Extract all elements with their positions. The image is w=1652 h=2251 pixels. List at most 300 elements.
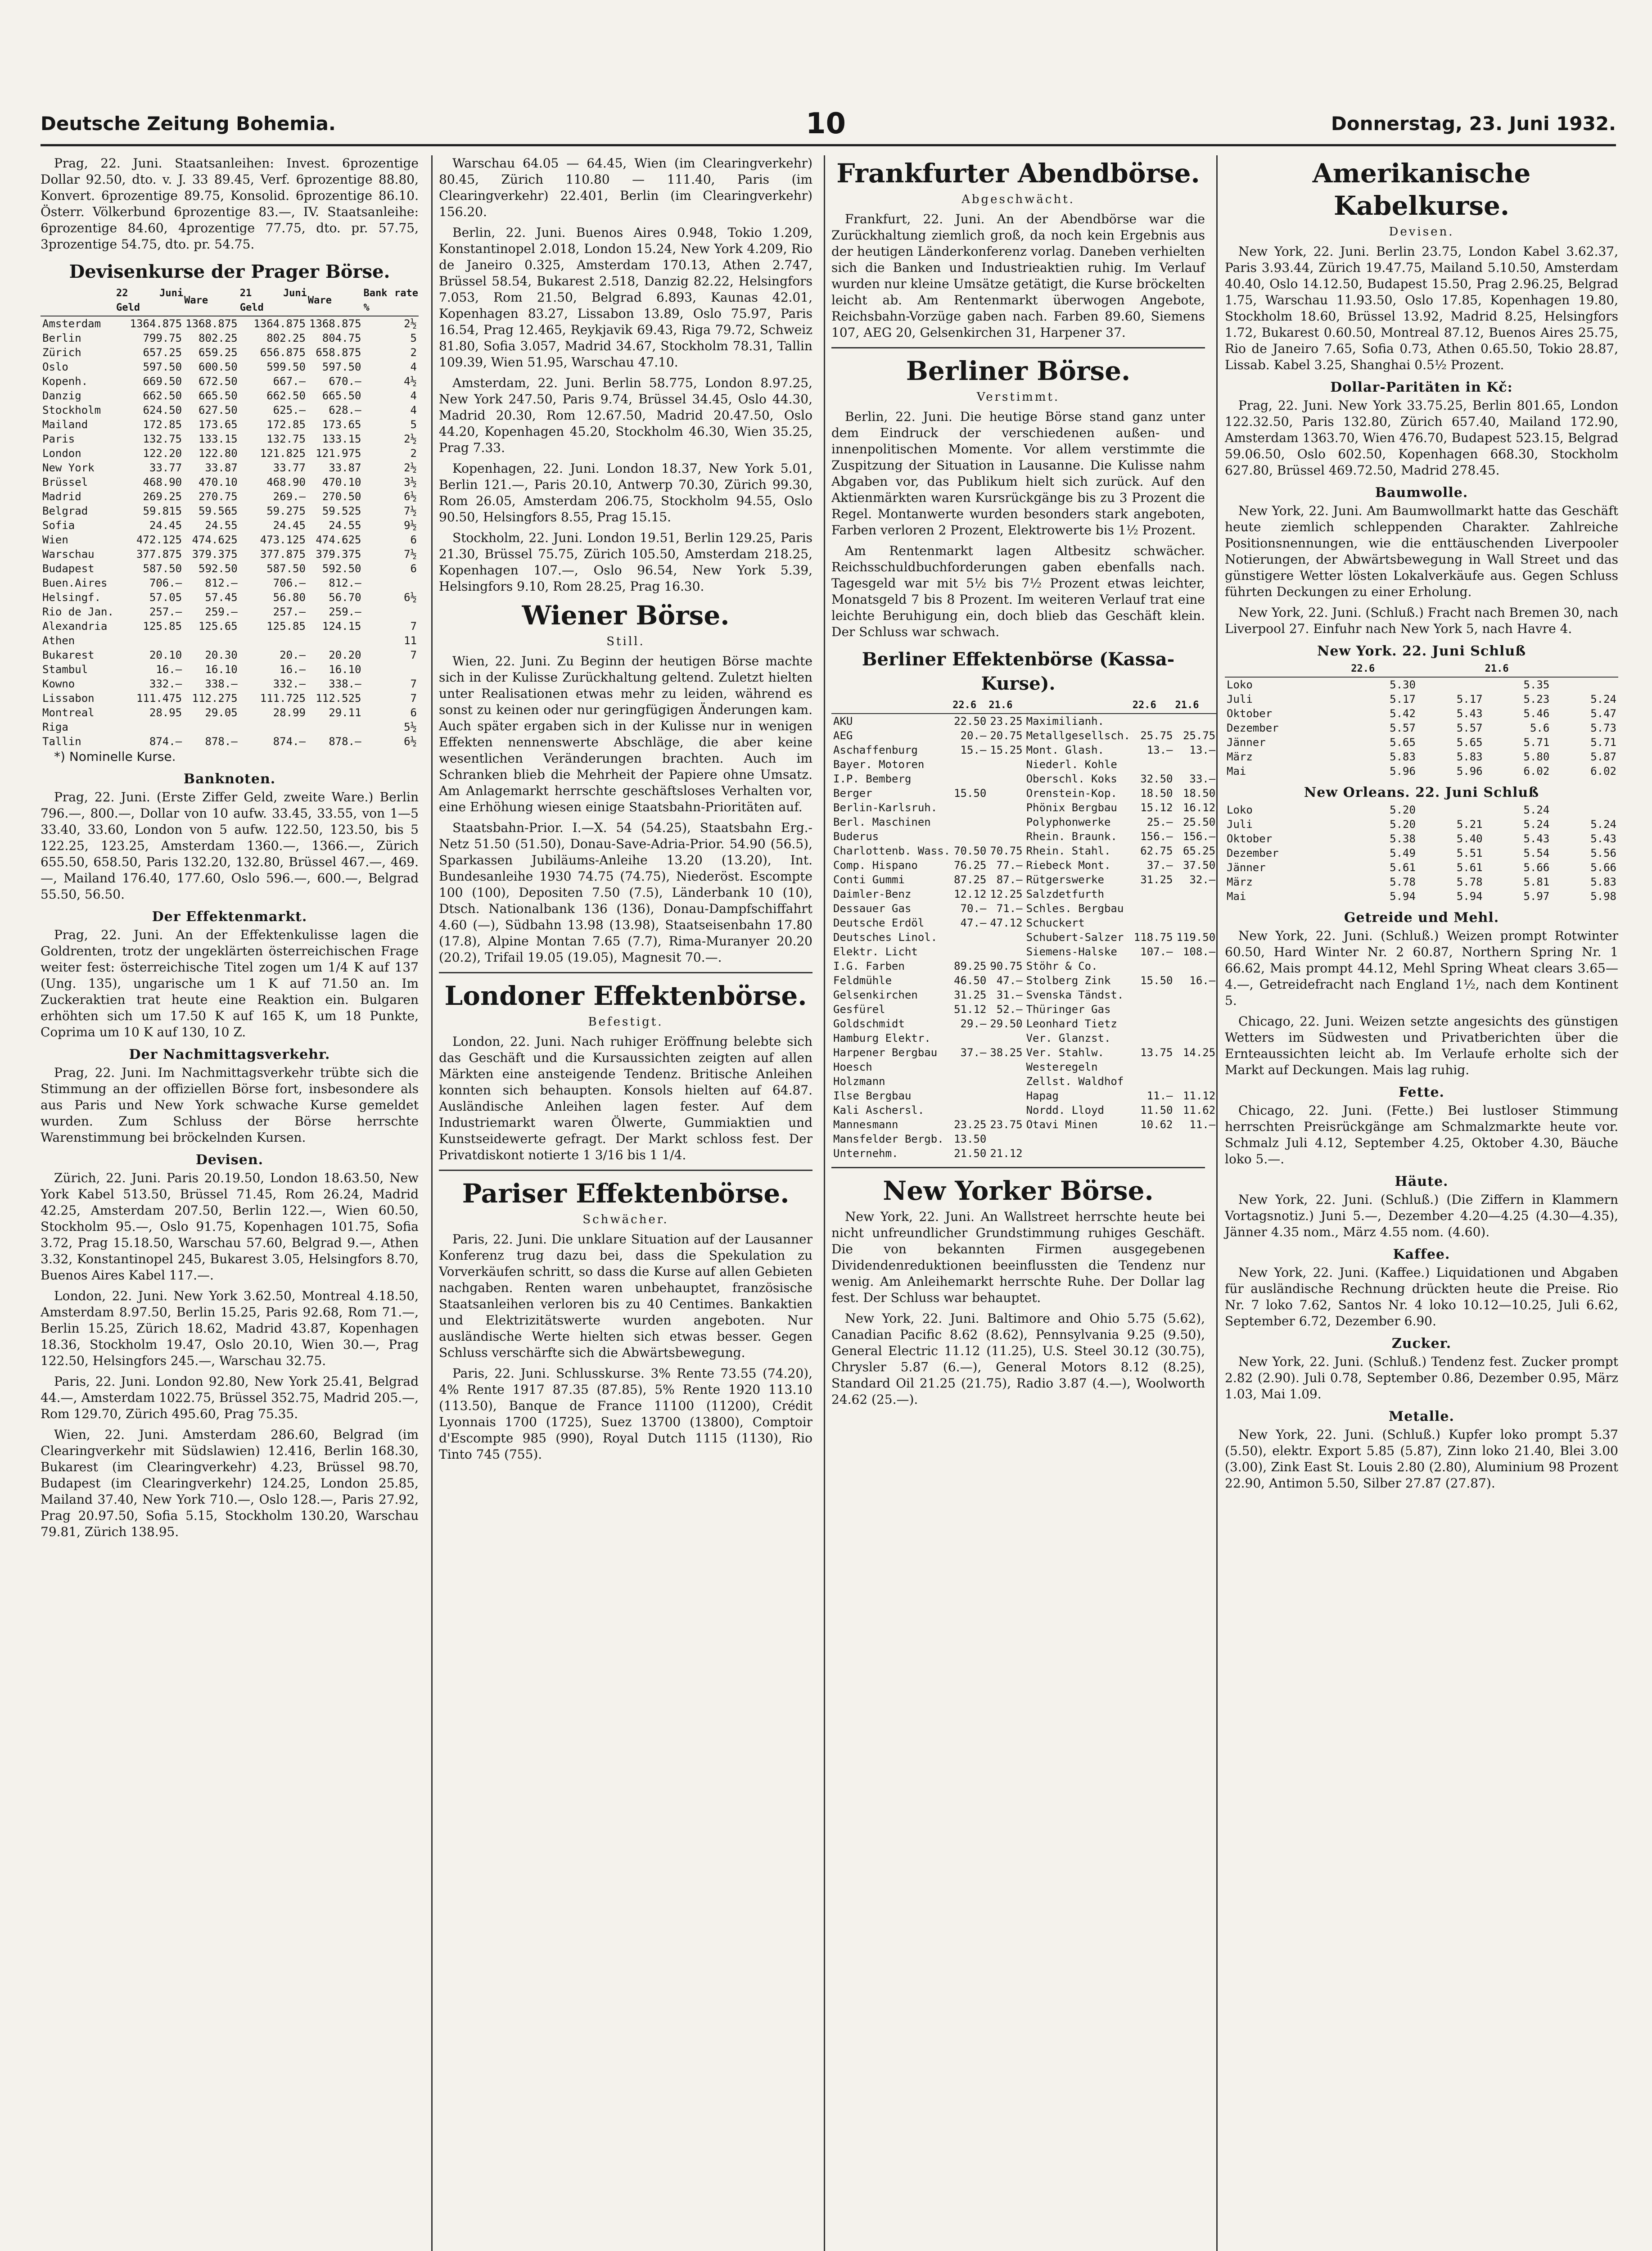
table-cell: März <box>1227 876 1253 888</box>
table-cell: 172.85 <box>143 418 182 431</box>
table-cell: Buderus <box>833 830 879 843</box>
table-cell: Rhein. Braunk. <box>1026 830 1117 843</box>
divider <box>439 1170 812 1171</box>
table-cell: Nordd. Lloyd <box>1026 1104 1104 1116</box>
prague-rates-heading: Devisenkurse der Prager Börse. <box>69 261 390 282</box>
column-header: 21.6 <box>988 698 1024 714</box>
column-header: 22.6 <box>952 698 988 714</box>
table-cell: 5.20 <box>1390 818 1416 831</box>
table-cell: 5.66 <box>1523 861 1550 874</box>
table-cell: 804.75 <box>322 332 361 344</box>
table-cell: 5.81 <box>1523 876 1550 888</box>
table-cell <box>1174 988 1217 1002</box>
vienna-kicker: Still. <box>606 635 645 648</box>
table-cell <box>1174 1031 1217 1045</box>
table-cell <box>1174 1146 1217 1161</box>
table-cell: Schubert-Salzer <box>1026 931 1124 944</box>
table-cell: 332.— <box>273 678 306 690</box>
table-cell: Stöhr & Co. <box>1026 960 1098 972</box>
devisen-kicker: Devisen. <box>1389 225 1454 239</box>
table-cell: Salzdetfurth <box>1026 888 1104 900</box>
table-cell: 5.24 <box>1590 818 1616 831</box>
table-cell: 5.65 <box>1390 736 1416 749</box>
table-row <box>831 1017 1217 1031</box>
table-cell: Ver. Stahlw. <box>1026 1046 1104 1059</box>
table-cell <box>184 633 239 648</box>
table-cell: Schles. Bergbau <box>1026 902 1124 915</box>
table-cell <box>1132 1031 1175 1045</box>
table-row <box>41 662 419 677</box>
paper-name: Deutsche Zeitung Bohemia. <box>41 113 336 135</box>
table-cell: 379.375 <box>192 548 238 560</box>
table-cell <box>988 1060 1024 1074</box>
table-cell: 2 <box>410 447 417 460</box>
table-cell: 2½ <box>404 461 417 474</box>
table-cell: 25.75 <box>1183 729 1216 742</box>
table-cell: Mailand <box>42 418 88 431</box>
table-cell: 5.17 <box>1390 693 1416 705</box>
table-cell <box>988 829 1024 844</box>
table-cell: 5.65 <box>1456 736 1483 749</box>
table-cell <box>1132 887 1175 901</box>
table-cell <box>307 720 363 734</box>
table-row <box>831 829 1217 844</box>
table-cell: 706.— <box>273 577 306 589</box>
table-cell <box>1174 714 1217 728</box>
table-cell: 118.75 <box>1133 931 1173 944</box>
table-cell: 6.02 <box>1590 765 1616 777</box>
table-cell <box>952 757 988 772</box>
table-cell: 599.50 <box>266 361 306 373</box>
table-row <box>831 1045 1217 1060</box>
table-cell <box>116 720 184 734</box>
table-cell: 122.80 <box>199 447 238 460</box>
column-3 <box>824 155 1216 2251</box>
column-header: Bank rate % <box>363 286 419 316</box>
table-cell <box>988 930 1024 945</box>
table-cell <box>1174 1060 1217 1074</box>
table-cell: 5.78 <box>1390 876 1416 888</box>
table-cell: Hoesch <box>833 1061 872 1073</box>
table-cell: 28.95 <box>149 706 182 719</box>
table-cell: 112.525 <box>316 692 361 705</box>
table-cell: 812.— <box>205 577 238 589</box>
table-cell: 628.— <box>329 404 361 416</box>
column-header <box>1225 661 1350 677</box>
table-cell: 20.20 <box>329 649 361 661</box>
table-cell: I.G. Farben <box>833 960 905 972</box>
table-cell: 5.42 <box>1390 707 1416 720</box>
table-cell <box>988 772 1024 786</box>
table-cell: Ver. Glanzst. <box>1026 1032 1111 1044</box>
table-row <box>831 1002 1217 1017</box>
ny-devisen-text: New York, 22. Juni. Berlin 23.75, London Kabel 3.62.37, Paris 3.93.44, Zürich 19.47.75, Mailand 5.10.50, Amsterdam 40.40, Oslo 14.12.50, Budapest 15.50, Prag 2.96.25, Belgrad 1.75, Warschau 11.93.50, Oslo 17.85, Kopenhagen 19.80, Stockholm 18.60, Brüssel 13.92, Madrid 8.25, Helsingfors 1.72, Bukarest 0.60.50, Montreal 87.12, Buenos Aires 25.75, Rio de Janeiro 7.65, Sofia 0.73, Athen 0.65.50, Tokio 28.87, Lissab. Kabel 3.25, Shanghai 0.5½ Prozent. <box>1225 244 1618 372</box>
columns <box>41 155 1616 2251</box>
new-orleans-table <box>1225 803 1618 904</box>
table-cell: 62.75 <box>1140 845 1173 857</box>
table-row <box>831 800 1217 815</box>
table-cell: Polyphonwerke <box>1026 816 1111 828</box>
table-cell: Tallin <box>42 735 81 748</box>
table-cell: 468.90 <box>266 476 306 488</box>
table-cell: 16.— <box>1189 974 1216 987</box>
table-cell: Juli <box>1227 818 1253 831</box>
table-cell: 5.66 <box>1590 861 1616 874</box>
table-cell <box>952 1089 988 1103</box>
table-cell: 625.— <box>273 404 306 416</box>
table-cell: Alexandria <box>42 620 108 633</box>
paris-bourse-heading: Pariser Effektenbörse. <box>462 1178 790 1209</box>
table-row <box>41 417 419 432</box>
table-cell: Westeregeln <box>1026 1061 1098 1073</box>
table-cell <box>1174 959 1217 973</box>
sugar-text: New York, 22. Juni. (Schluß.) Tendenz fest. Zucker prompt 2.82 (2.90). Juli 0.78, September 0.86, Dezember 0.95, März 1.03, Mai 1.09. <box>1225 1354 1618 1401</box>
table-row <box>831 1132 1217 1146</box>
table-cell: Mansfelder Bergb. <box>833 1133 944 1145</box>
table-cell: 332.— <box>149 678 182 690</box>
table-cell: 29.50 <box>990 1017 1023 1030</box>
paris-text: Paris, 22. Juni. Die unklare Situation auf der Lausanner Konferenz trug dazu bei, dass die Spekulation zu Vorverkäufen schritt, so dass die Kurse auf allen Gebieten nachgaben. Renten waren unbehauptet, französische Staatsanleihen verloren bis zu 40 Centimes. Bankaktien und Elektrizitätswerte wurden angeboten. Nur ausländische Werte hielten sich etwas besser. Gegen Schluss verschärfte sich die Abwärtsbewegung. <box>439 1232 812 1360</box>
table-cell: Dessauer Gas <box>833 902 912 915</box>
table-cell: 87.— <box>996 873 1023 886</box>
table-cell: 669.50 <box>143 375 182 388</box>
table-cell: 32.— <box>1189 873 1216 886</box>
cotton-text-2: New York, 22. Juni. (Schluß.) Fracht nach Bremen 30, nach Liverpool 27. Einfuhr nach New York 5, nach Havre 4. <box>1225 605 1618 636</box>
metals-text: New York, 22. Juni. (Schluß.) Kupfer loko prompt 5.37 (5.50), elektr. Export 5.85 (5.87), Zinn loko 21.40, Blei 3.00 (3.00), Zink East St. Louis 2.80 (2.80), Aluminium 98 Prozent 22.90, Antimon 5.50, Silber 27.87 (27.87). <box>1225 1427 1618 1491</box>
table-cell: Belgrad <box>42 505 88 517</box>
table-cell: 7 <box>410 649 417 661</box>
table-cell <box>952 800 988 815</box>
table-cell: Paris <box>42 433 75 445</box>
table-cell: 57.05 <box>149 591 182 604</box>
column-header: 22.6 <box>1132 698 1175 714</box>
table-row <box>831 858 1217 872</box>
table-cell: 125.85 <box>143 620 182 633</box>
table-row <box>41 374 419 389</box>
table-row <box>1225 875 1618 889</box>
table-row <box>831 959 1217 973</box>
table-cell <box>952 1031 988 1045</box>
table-row <box>831 757 1217 772</box>
column-header: 21.6 <box>1485 661 1552 677</box>
new-york-quotes-text: New York, 22. Juni. Baltimore and Ohio 5.75 (5.62), Canadian Pacific 8.62 (8.62), Pennsylvania 9.25 (9.50), General Electric 11.12 (11.25), U.S. Steel 30.12 (30.75), Chrysler 5.87 (6.—), General Motors 8.12 (8.25), Standard Oil 21.25 (21.75), Radio 3.87 (4.—), Woolworth 24.62 (25.—). <box>831 1311 1205 1407</box>
table-cell: 112.275 <box>192 692 238 705</box>
table-cell: 11.— <box>1146 1089 1173 1102</box>
table-cell: März <box>1227 750 1253 763</box>
banknotes-heading: Banknoten. <box>183 771 276 787</box>
table-cell: 377.875 <box>260 548 306 560</box>
table-cell: Svenska Tändst. <box>1026 989 1124 1001</box>
table-cell: 5.6 <box>1530 722 1550 734</box>
table-cell: 20.— <box>960 729 987 742</box>
frankfurt-heading: Frankfurter Abendbörse. <box>836 158 1200 189</box>
table-cell: Jänner <box>1227 736 1266 749</box>
stockholm-text: Stockholm, 22. Juni. London 19.51, Berlin 129.25, Paris 21.30, Brüssel 75.75, Zürich 105.50, Amsterdam 218.25, Kopenhagen 107.—, Oslo 96.54, New York 5.39, Helsingfors 9.10, Rom 28.25, Prag 16.30. <box>439 530 812 594</box>
table-cell: Zellst. Waldhof <box>1026 1075 1124 1088</box>
footnote: *) Nominelle Kurse. <box>54 749 176 764</box>
table-row <box>1225 721 1618 735</box>
table-cell: 6½ <box>404 591 417 604</box>
table-row <box>1225 846 1618 860</box>
table-cell: Otavi Minen <box>1026 1118 1098 1131</box>
table-cell: Mannesmann <box>833 1118 898 1131</box>
table-cell: 657.25 <box>143 346 182 359</box>
table-cell: 13.— <box>1146 744 1173 756</box>
fats-heading: Fette. <box>1399 1085 1444 1100</box>
table-cell: Orenstein-Kop. <box>1026 787 1117 800</box>
london-kicker: Befestigt. <box>588 1015 664 1029</box>
kopenhagen-text: Kopenhagen, 22. Juni. London 18.37, New York 5.01, Berlin 121.—, Paris 20.10, Antwerp 70.30, Zürich 99.30, Rom 26.05, Amsterdam 206.75, Stockholm 94.55, Oslo 90.50, Helsingfors 8.55, Prag 15.15. <box>439 461 812 524</box>
vienna-bourse-heading: Wiener Börse. <box>522 600 730 631</box>
table-cell: Loko <box>1227 804 1253 816</box>
table-cell: Stolberg Zink <box>1026 974 1111 987</box>
table-cell: 379.375 <box>316 548 361 560</box>
table-cell: 133.15 <box>199 433 238 445</box>
table-cell: Maximilianh. <box>1026 715 1104 728</box>
table-cell: 5.46 <box>1523 707 1550 720</box>
table-row <box>41 432 419 446</box>
table-cell: 1364.875 <box>130 317 182 330</box>
table-cell: Charlottenb. Wass. <box>833 845 951 857</box>
table-cell: Montreal <box>42 706 95 719</box>
table-row <box>41 547 419 561</box>
table-cell: Stambul <box>42 663 88 676</box>
table-cell: 5.30 <box>1390 678 1416 691</box>
grain-text: New York, 22. Juni. (Schluß.) Weizen prompt Rotwinter 60.50, Hard Winter Nr. 2 60.87, Northern Spring Nr. 1 66.62, Mais prompt 44.12, Mehl Spring Wheat clears 3.65—4.—, Getreidefracht nach England 1½, nach dem Kontinent 5. <box>1225 928 1618 1008</box>
table-cell: 15.— <box>960 744 987 756</box>
table-cell: Warschau <box>42 548 95 560</box>
table-cell: 5.21 <box>1456 818 1483 831</box>
table-cell: 5.96 <box>1456 765 1483 777</box>
table-cell: 5.97 <box>1523 890 1550 903</box>
table-cell: 25.75 <box>1140 729 1173 742</box>
table-cell: 1364.875 <box>253 317 306 330</box>
table-cell: 472.125 <box>136 533 182 546</box>
table-cell: New York <box>42 461 95 474</box>
table-cell: 597.50 <box>322 361 361 373</box>
amsterdam-text: Amsterdam, 22. Juni. Berlin 58.775, London 8.97.25, New York 247.50, Paris 9.74, Brüssel 34.45, Oslo 44.30, Madrid 20.30, Rom 12.67.50, Madrid 20.47.50, Oslo 44.20, Kopenhagen 45.20, Stockholm 46.30, Wien 35.25, Prag 7.33. <box>439 375 812 455</box>
table-cell <box>1132 1017 1175 1031</box>
table-cell: 4 <box>410 361 417 373</box>
table-row <box>1225 764 1618 778</box>
table-cell: Rütgerswerke <box>1026 873 1104 886</box>
table-cell: 133.15 <box>322 433 361 445</box>
table-cell: Sofia <box>42 519 75 532</box>
table-cell: 1368.875 <box>309 317 361 330</box>
table-row <box>41 389 419 403</box>
state-loans-text: Prag, 22. Juni. Staatsanleihen: Invest. 6prozentige Dollar 92.50, dto. v. J. 33 89.45, Verf. 6prozentige 88.80, Konvert. 6prozentige 89.75, Konsolid. 6prozentige 86.10. Österr. Völkerbund 6prozentige 83.—, IV. Staatsanleihe: 6prozentige 84.60, 4prozentige 77.75, dto. pr. 57.75, 3prozentige 54.75, dto. pr. 54.75. <box>41 156 419 252</box>
berlin-text-2: Am Rentenmarkt lagen Altbesitz schwächer. Reichsschuldbuchforderungen gaben ebenfalls nach. Tagesgeld war mit 5½ bis 7½ Prozent etwas leichter, Monatsgeld 7 bis 8 Prozent. Im weiteren Verlauf trat eine leichte Beruhigung ein, doch blieb das Geschäft klein. Der Schluss war schwach. <box>831 543 1205 639</box>
table-cell <box>116 633 184 648</box>
table-cell <box>1132 988 1175 1002</box>
table-cell: 5.83 <box>1390 750 1416 763</box>
securities-heading: Der Effektenmarkt. <box>152 909 307 925</box>
table-cell: 662.50 <box>266 389 306 402</box>
table-cell: 28.99 <box>273 706 306 719</box>
table-cell: 156.— <box>1140 830 1173 843</box>
table-row <box>1225 817 1618 832</box>
table-cell: 59.525 <box>322 505 361 517</box>
table-cell: 5.94 <box>1456 890 1483 903</box>
table-cell: 662.50 <box>143 389 182 402</box>
table-cell: 18.50 <box>1183 787 1216 800</box>
table-row <box>831 887 1217 901</box>
table-cell <box>363 662 419 677</box>
table-cell: 172.85 <box>266 418 306 431</box>
table-cell: Athen <box>42 634 75 647</box>
table-cell: 70.50 <box>954 845 987 857</box>
table-cell <box>1132 901 1175 916</box>
berlin-bourse-heading: Berliner Börse. <box>906 356 1131 386</box>
table-cell <box>1174 1002 1217 1017</box>
table-cell: 5.87 <box>1590 750 1616 763</box>
table-cell <box>952 829 988 844</box>
table-cell: 4½ <box>404 375 417 388</box>
table-cell: 6½ <box>404 735 417 748</box>
table-cell: 16.— <box>156 663 182 676</box>
london-devisen-text: London, 22. Juni. New York 3.62.50, Montreal 4.18.50, Amsterdam 8.97.50, Berlin 15.25, Paris 92.68, Rom 71.—, Berlin 15.25, Zürich 18.62, Madrid 43.87, Kopenhagen 18.36, Stockholm 19.47, Oslo 20.10, Wien 30.—, Prag 122.50, Helsingfors 245.—, Warschau 32.75. <box>41 1288 419 1368</box>
table-cell <box>952 772 988 786</box>
table-cell <box>1132 1146 1175 1161</box>
table-row <box>41 590 419 605</box>
table-cell: 29.05 <box>205 706 238 719</box>
table-row <box>41 518 419 533</box>
table-cell <box>1132 1060 1175 1074</box>
table-cell: 10.62 <box>1140 1118 1173 1131</box>
table-row <box>831 786 1217 800</box>
table-row <box>831 1146 1217 1161</box>
column-header <box>1551 661 1618 677</box>
column-2 <box>431 155 819 2251</box>
table-cell: 46.50 <box>954 974 987 987</box>
table-cell: 5.51 <box>1456 847 1483 859</box>
table-cell: 47.— <box>960 917 987 929</box>
table-cell: 5 <box>410 332 417 344</box>
table-row <box>41 345 419 360</box>
table-cell: 20.75 <box>990 729 1023 742</box>
prague-rates-table <box>41 286 419 749</box>
table-cell: Hamburg Elektr. <box>833 1032 931 1044</box>
table-row <box>831 1074 1217 1089</box>
table-row <box>41 475 419 489</box>
table-row <box>1225 832 1618 846</box>
table-row <box>41 446 419 461</box>
table-row <box>831 844 1217 858</box>
table-cell: Gelsenkirchen <box>833 989 918 1001</box>
table-cell: AKU <box>833 715 853 728</box>
table-cell: 600.50 <box>199 361 238 373</box>
table-cell <box>1174 1074 1217 1089</box>
table-row <box>41 489 419 504</box>
table-cell: 59.275 <box>266 505 306 517</box>
table-cell: 474.625 <box>192 533 238 546</box>
table-cell: 14.25 <box>1183 1046 1216 1059</box>
table-cell: Jänner <box>1227 861 1266 874</box>
table-cell <box>1025 1132 1132 1146</box>
sugar-heading: Zucker. <box>1391 1336 1452 1352</box>
table-cell <box>988 945 1024 959</box>
divider <box>831 347 1205 348</box>
table-cell: 121.975 <box>316 447 361 460</box>
table-cell: Berger <box>833 787 872 800</box>
table-cell: 473.125 <box>260 533 306 546</box>
table-cell: 16.10 <box>329 663 361 676</box>
table-cell: 5.94 <box>1390 890 1416 903</box>
date-line: Donnerstag, 23. Juni 1932. <box>1331 113 1616 135</box>
table-cell: 7½ <box>404 548 417 560</box>
table-cell: Rhein. Stahl. <box>1026 845 1111 857</box>
table-cell: 665.50 <box>322 389 361 402</box>
frankfurt-kicker: Abgeschwächt. <box>961 193 1075 206</box>
table-cell: 11 <box>404 634 417 647</box>
table-cell: 658.875 <box>316 346 361 359</box>
table-cell: 56.80 <box>273 591 306 604</box>
table-row <box>831 1060 1217 1074</box>
table-cell: 15.50 <box>954 787 987 800</box>
table-cell: 672.50 <box>199 375 238 388</box>
table-cell: Comp. Hispano <box>833 859 918 872</box>
table-cell: 338.— <box>329 678 361 690</box>
table-row <box>41 461 419 475</box>
table-cell <box>1132 959 1175 973</box>
table-cell: 156.— <box>1183 830 1216 843</box>
table-cell <box>952 1060 988 1074</box>
devisen-heading: Devisen. <box>195 1152 264 1168</box>
table-cell: 59.815 <box>143 505 182 517</box>
table-cell <box>1551 803 1618 817</box>
table-row <box>41 705 419 720</box>
table-cell: 627.50 <box>199 404 238 416</box>
table-cell: I.P. Bemberg <box>833 773 912 785</box>
table-cell: Kowno <box>42 678 75 690</box>
table-cell: 71.— <box>996 902 1023 915</box>
berlin-devisen-text: Berlin, 22. Juni. Buenos Aires 0.948, Tokio 1.209, Konstantinopel 2.018, London 15.24, New York 4.209, Rio de Janeiro 0.325, Amsterdam 170.13, Athen 2.747, Brüssel 58.54, Bukarest 2.518, Danzig 82.22, Helsingfors 7.053, Rom 21.50, Belgrad 6.893, Kaunas 42.01, Kopenhagen 83.27, Lissabon 13.89, Oslo 75.97, Paris 16.54, Prag 12.465, Reykjavik 69.43, Riga 79.72, Schweiz 81.80, Sofia 3.057, Madrid 34.67, Stockholm 78.31, Tallin 109.39, Wien 51.95, Warschau 47.10. <box>439 225 812 370</box>
table-cell: 5.61 <box>1456 861 1483 874</box>
table-cell: Kopenh. <box>42 375 88 388</box>
table-cell: Berl. Maschinen <box>833 816 931 828</box>
table-cell: Phönix Bergbau <box>1026 801 1117 814</box>
table-cell: Daimler-Benz <box>833 888 912 900</box>
column-header <box>1025 698 1132 714</box>
table-cell: 38.25 <box>990 1046 1023 1059</box>
table-cell: 470.10 <box>322 476 361 488</box>
table-cell: 802.25 <box>199 332 238 344</box>
divider <box>439 972 812 973</box>
table-row <box>41 331 419 345</box>
table-cell <box>988 815 1024 829</box>
table-cell: Goldschmidt <box>833 1017 905 1030</box>
table-cell: Harpener Bergbau <box>833 1046 938 1059</box>
column-header: Ware <box>184 286 239 316</box>
table-row <box>1225 889 1618 904</box>
table-cell: 21.50 <box>954 1147 987 1160</box>
table-cell: 5.78 <box>1456 876 1483 888</box>
table-cell: 338.— <box>205 678 238 690</box>
afternoon-text: Prag, 22. Juni. Im Nachmittagsverkehr trübte sich die Stimmung an der offiziellen Börse fort, insbesondere als aus Paris und New York schwache Kurse gemeldet wurden. Zum Schluss der Börse herrschte Warenstimmung bei bröckelnden Kursen. <box>41 1065 419 1145</box>
table-cell: 70.— <box>960 902 987 915</box>
table-cell: Metallgesellsch. <box>1026 729 1130 742</box>
table-cell <box>1174 757 1217 772</box>
wien-devisen-text: Wien, 22. Juni. Amsterdam 286.60, Belgrad (im Clearingverkehr mit Südslawien) 12.416, Berlin 168.30, Bukarest (im Clearingverkehr) 4.23, Brüssel 98.70, Budapest (im Clearingverkehr) 124.25, London 25.85, Mailand 37.40, New York 710.—, Oslo 128.—, Paris 27.92, Prag 20.97.50, Sofia 5.15, Stockholm 130.20, Warschau 79.81, Zürich 138.95. <box>41 1427 419 1539</box>
table-cell: 25.— <box>1146 816 1173 828</box>
table-cell <box>184 720 239 734</box>
table-cell: 76.25 <box>954 859 987 872</box>
table-cell: 29.— <box>960 1017 987 1030</box>
table-cell: Gesfürel <box>833 1003 885 1016</box>
table-cell: 624.50 <box>143 404 182 416</box>
table-cell: Hapag <box>1026 1089 1059 1102</box>
table-cell <box>307 633 363 648</box>
